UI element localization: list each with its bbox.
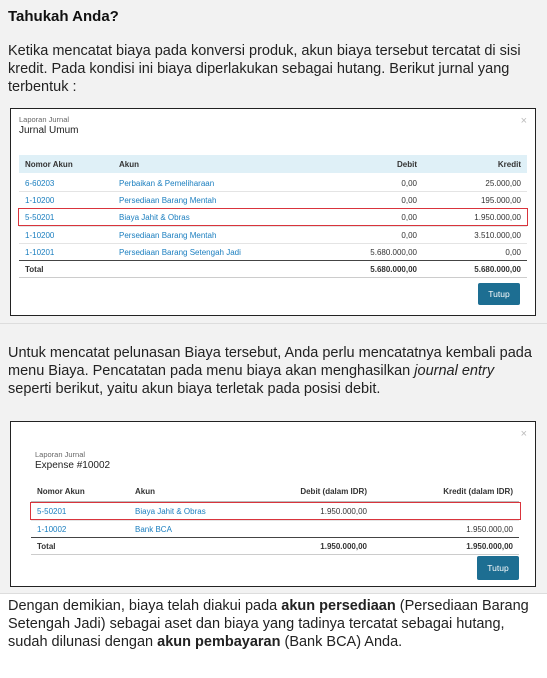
row-credit: 1.950.000,00: [466, 524, 513, 534]
row-highlight: [30, 502, 521, 520]
header-debit: Debit: [397, 159, 417, 169]
row-debit: 0,00: [401, 178, 417, 188]
journal-modal-general: [10, 108, 536, 316]
table-total-row: [31, 538, 519, 554]
table-row: [19, 227, 527, 243]
row-account-no[interactable]: 1-10201: [25, 247, 55, 257]
header-account-no: Nomor Akun: [25, 159, 73, 169]
row-debit: 0,00: [401, 195, 417, 205]
table-row: [19, 244, 527, 260]
row-account[interactable]: Perbaikan & Pemeliharaan: [119, 178, 215, 188]
info-heading: Tahukah Anda?: [8, 8, 119, 25]
table-header: [31, 482, 519, 500]
expense-text-em: journal entry: [414, 363, 495, 379]
total-debit: 1.950.000,00: [320, 541, 367, 551]
header-account: Akun: [119, 159, 139, 169]
modal-subtitle: Laporan Jurnal: [19, 115, 70, 124]
modal-title: Expense #10002: [35, 460, 111, 471]
row-account-no[interactable]: 6-60203: [25, 178, 55, 188]
total-label: Total: [25, 264, 44, 274]
modal-subtitle: Laporan Jurnal: [35, 450, 86, 459]
expense-paragraph: [8, 344, 540, 398]
conclusion-bold-1: akun persediaan: [281, 598, 396, 614]
expense-text-b: seperti berikut, yaitu akun biaya terletak pada posisi debit.: [8, 381, 381, 397]
intro-paragraph: [8, 42, 540, 96]
intro-text: Ketika mencatat biaya pada konversi produk, akun biaya tersebut tercatat di sisi kredit. Pada kondisi ini biaya diperlakukan sebagai hutang. Berikut jurnal yang terbentuk :: [8, 43, 521, 95]
total-label: Total: [37, 541, 56, 551]
header-account: Akun: [135, 486, 155, 496]
table-row: [31, 521, 519, 537]
row-credit: 0,00: [505, 247, 521, 257]
row-highlight: [18, 208, 528, 226]
conclusion-paragraph: [8, 597, 540, 651]
row-credit: 3.510.000,00: [474, 230, 521, 240]
close-button[interactable]: Tutup: [478, 283, 520, 305]
row-debit: 0,00: [401, 230, 417, 240]
row-account-no[interactable]: 5-50201: [37, 506, 67, 516]
row-account-no[interactable]: 1-10200: [25, 230, 55, 240]
row-debit: 5.680.000,00: [370, 247, 417, 257]
table-row: [19, 192, 527, 208]
conclusion-bold-2: akun pembayaran: [157, 634, 281, 650]
row-credit: 25.000,00: [485, 178, 521, 188]
total-debit: 5.680.000,00: [370, 264, 417, 274]
conclusion-text-a: Dengan demikian, biaya telah diakui pada: [8, 598, 282, 614]
info-box-top: [0, 0, 547, 324]
conclusion-text-c: (Persediaan Barang Setengah Jadi) sebagai aset dan biaya yang tadinya tercatat sebagai hutang, sudah dilunasi dengan: [8, 598, 529, 650]
modal-title: Jurnal Umum: [19, 125, 79, 136]
row-credit: 1.950.000,00: [474, 212, 521, 222]
close-icon[interactable]: ×: [520, 428, 527, 440]
row-account[interactable]: Persediaan Barang Mentah: [119, 195, 217, 205]
row-account[interactable]: Biaya Jahit & Obras: [135, 506, 206, 516]
journal-modal-expense: [10, 421, 536, 587]
row-debit: 0,00: [401, 212, 417, 222]
table-header: [19, 155, 527, 173]
header-debit: Debit (dalam IDR): [300, 486, 367, 496]
row-credit: 195.000,00: [480, 195, 521, 205]
row-account[interactable]: Persediaan Barang Setengah Jadi: [119, 247, 241, 257]
header-account-no: Nomor Akun: [37, 486, 85, 496]
row-account-no[interactable]: 5-50201: [25, 212, 55, 222]
total-credit: 1.950.000,00: [466, 541, 513, 551]
table-total-row: [19, 261, 527, 277]
expense-text-a: Untuk mencatat pelunasan Biaya tersebut, Anda perlu mencatatnya kembali pada menu Biaya. Pencatatan pada menu biaya akan menghasilkan: [8, 345, 532, 379]
header-credit: Kredit: [497, 159, 521, 169]
close-button[interactable]: Tutup: [477, 556, 519, 580]
header-credit: Kredit (dalam IDR): [443, 486, 513, 496]
conclusion-text-d: (Bank BCA) Anda.: [280, 634, 403, 650]
row-account-no[interactable]: 1-10200: [25, 195, 55, 205]
row-account-no[interactable]: 1-10002: [37, 524, 67, 534]
table-row: [19, 175, 527, 191]
row-account[interactable]: Biaya Jahit & Obras: [119, 212, 190, 222]
row-debit: 1.950.000,00: [320, 506, 367, 516]
row-account[interactable]: Persediaan Barang Mentah: [119, 230, 217, 240]
close-icon[interactable]: ×: [520, 115, 527, 127]
row-account[interactable]: Bank BCA: [135, 524, 172, 534]
total-credit: 5.680.000,00: [474, 264, 521, 274]
